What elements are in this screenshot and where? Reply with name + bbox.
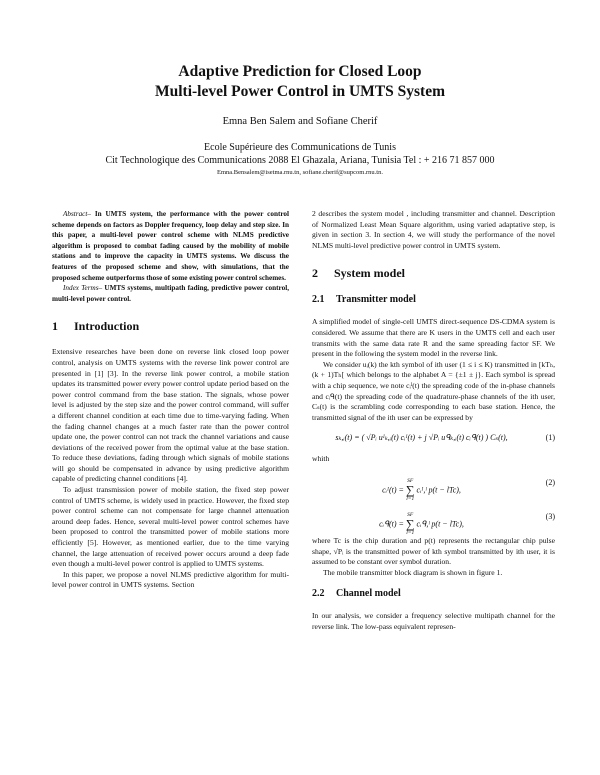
section-heading-introduction — [52, 319, 289, 333]
equation-3-number: (3) — [545, 511, 555, 521]
right-column — [312, 209, 555, 632]
equation-3-rhs: cᵢᑫ,ˡ p(t − lTc), — [414, 519, 464, 529]
subsection-title: Channel model — [336, 588, 401, 600]
equation-2 — [312, 469, 555, 502]
equation-2-lhs: cᵢᴵ(t) = — [382, 485, 406, 495]
subsection-heading-transmitter — [312, 294, 555, 306]
equation-2-number: (2) — [545, 477, 555, 487]
section-number: 1 — [52, 319, 58, 334]
equation-3-lhs: cᵢᑫ(t) = — [379, 519, 406, 529]
intro-paragraph-2: To adjust transmission power of mobile station, the fixed step power control of UMTS scheme, is widely used in practice. However, the fixed step power control scheme can not compensate for large channel attenuation around deep fades. Hence, several multi-level power control schemes have been proposed to control the transmitted power of mobile stations more efficiently [5]. However, as mentioned earlier, due to the time varying channel, the large attenuation of received power occurs around a deep fade even though a multi-level power control is applied to UMTS systems. — [52, 485, 289, 569]
subsection-heading-channel — [312, 588, 555, 600]
equation-1-number: (1) — [545, 433, 555, 443]
subsection-number: 2.2 — [312, 588, 325, 600]
transmitter-paragraph-3: where Tc is the chip duration and p(t) represents the rectangular chip pulse shape, √Pᵢ is the transmitted power of kth symbol transmitted by ith user, it is assumed to be constant over symbol duration. — [312, 535, 555, 567]
abstract-text: In UMTS system, the performance with the power control scheme depends on factors as Doppler frequency, loop delay and step size. In this paper, a multi-level power control scheme with NLMS predictive algorithm is proposed to combat fading caused by the mobility of mobile stations and to improve the capacity in UMTS systems. We discuss the features of the proposed scheme and show, with simulations, that the proposed scheme outperforms those of some existing power control schemes. — [52, 210, 289, 282]
equation-2-rhs: cᵢᴵ,ˡ p(t − lTc), — [414, 485, 461, 495]
paper-title-line2: Multi-level Power Control in UMTS System — [154, 83, 446, 100]
sum-upper-limit: SF — [407, 477, 414, 484]
abstract-lead: Abstract– — [63, 210, 91, 218]
index-terms-lead: Index Terms– — [63, 284, 103, 293]
equation-3-body — [312, 512, 531, 537]
paper-title-line1: Adaptive Prediction for Closed Loop — [178, 63, 422, 80]
section-title: Introduction — [74, 319, 140, 334]
affiliation-line2: Cit Technologique des Communications 2088 El Ghazala, Ariana, Tunisia Tel : + 216 71 857 000 — [105, 155, 495, 166]
sum-lower-limit: l=1 — [406, 529, 415, 536]
intro-paragraph-3: In this paper, we propose a novel NLMS predictive algorithm for multi-level power control in UMTS systems. Section — [52, 569, 289, 590]
authors: Emna Ben Salem and Sofiane Cherif — [222, 116, 378, 127]
sum-lower-limit: l=1 — [406, 495, 415, 502]
left-column — [52, 209, 289, 591]
sum-upper-limit: SF — [407, 511, 414, 518]
equation-1 — [312, 427, 555, 451]
subsection-title: Transmitter model — [336, 294, 416, 306]
equation-1-body: sₖ,ᵢ(t) = ( √Pᵢ uᴵₖ,ᵢ(t) cᵢᴵ(t) + j √Pᵢ uᑫₖ,ᵢ(t) cᵢᑫ(t) ) Cₛ(t), — [335, 433, 508, 443]
index-terms-text: UMTS systems, multipath fading, predictive power control, multi-level power control. — [52, 284, 289, 303]
section-number: 2 — [312, 266, 318, 281]
intro-paragraph-1: Extensive researches have been done on reverse link closed loop power control, analysis on UMTS systems with the reverse link power control are presented in [1] [3]. In the reverse link power control, a mobile station updates its transmitted power every power control update period based on the power control command from the base station. The signals, whose power level is adjusted by the step size and the power control command, will suffer a different channel condition at each time due to time-varying fading. When the fading channel changes at a much faster rate than the power control update one, the power control can not track the channel variations and cause deviations of the received power from the optimal value at the base station. To reduce these deviations, fading through which signals of mobile stations will go should be compensated in advance by using predictive algorithm capable of predicting channel conditions [4]. — [52, 347, 289, 484]
intro-continuation: 2 describes the system model , including transmitter and channel. Description of Normalized Least Mean Square algorithm, using varied adaptative step, is given in section 3. In section 4, we will study the performance of the novel NLMS multi-level predictive power control in UMTS system. — [312, 209, 555, 250]
sum-symbol: ∑ — [405, 482, 415, 497]
channel-paragraph-1: In our analysis, we consider a frequency selective multipath channel for the reverse link. The low-pass equivalent represen- — [312, 611, 555, 631]
abstract — [52, 209, 289, 283]
transmitter-paragraph-1: A simplified model of single-cell UMTS direct-sequence DS-CDMA system is considered. We assume that there are K users in the UMTS cell and each user transmits with the same data rate R and the same spreading factor SF. We present in the following the system model in the reverse link. — [312, 317, 555, 359]
transmitter-paragraph-2: We consider uᵢ(k) the kth symbol of ith user (1 ≤ i ≤ K) transmitted in [kTₕ, (k + 1)Tₕ[ which belongs to the alphabet A = {±1 ± j}. Each symbol is spread with a chip sequence, we note cᵢᴵ(t) the spreading code of the in-phase channels and cᵢᑫ(t) the spreading code of the quadrature-phase channels of the ith user, Cₛ(t) is the scrambling code corresponding to each base station. Hence, the transmitted signal of the ith user can be expressed by — [312, 359, 555, 422]
section-title: System model — [334, 266, 405, 281]
section-heading-system-model — [312, 266, 555, 280]
subsection-number: 2.1 — [312, 294, 325, 306]
author-emails: Emna.Bensalem@isetma.rnu.tn, sofiane.cherif@supcom.rnu.tn. — [217, 169, 383, 176]
equation-2-body — [312, 478, 531, 503]
sum-symbol: ∑ — [405, 516, 415, 531]
index-terms — [52, 283, 289, 304]
affiliation-line1: Ecole Supérieure des Communications de Tunis — [204, 142, 396, 153]
transmitter-paragraph-4: The mobile transmitter block diagram is shown in figure 1. — [323, 567, 503, 577]
whith-word: whith — [312, 454, 330, 464]
equation-3 — [312, 503, 555, 536]
